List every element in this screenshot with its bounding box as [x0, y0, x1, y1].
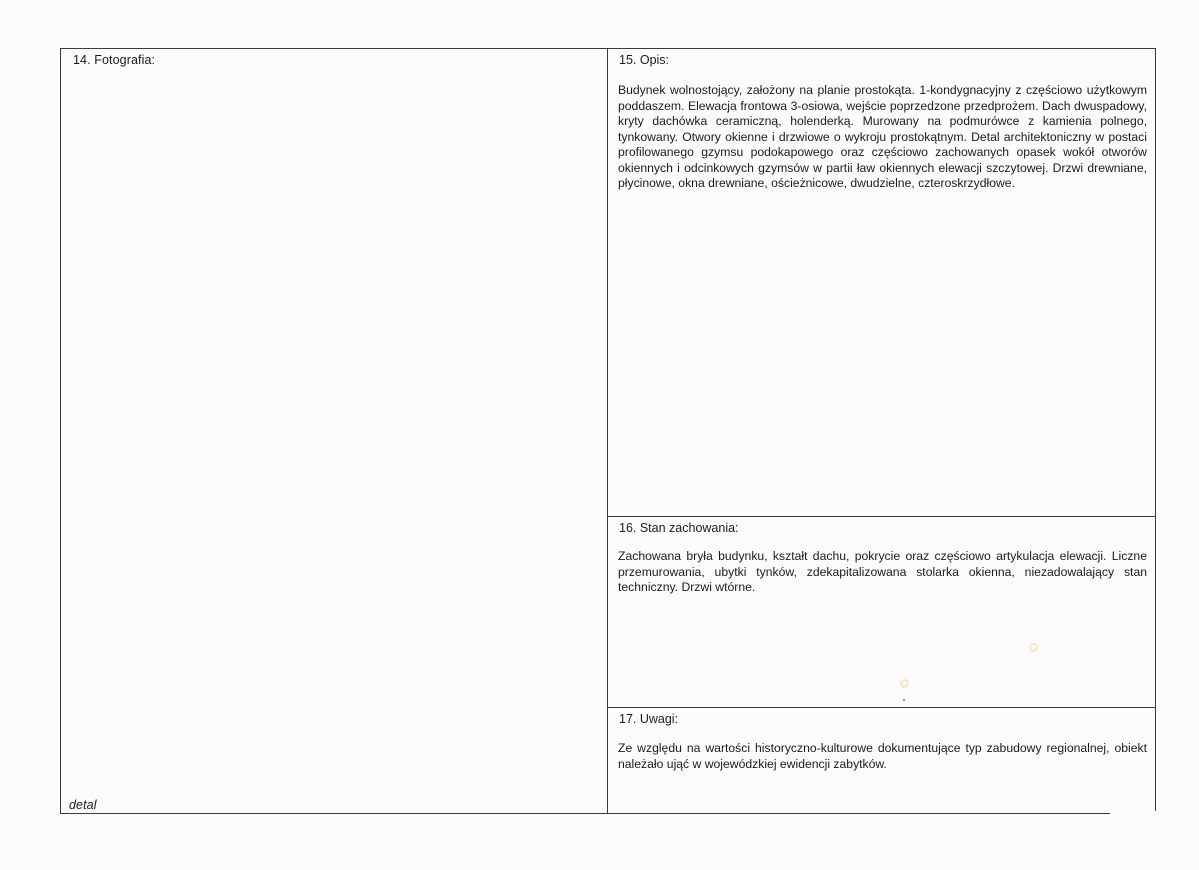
right-border — [1155, 49, 1156, 813]
photo-caption: detal — [69, 798, 97, 812]
paper-dot — [903, 699, 905, 701]
paper-speck — [900, 679, 909, 688]
photo-panel — [61, 49, 608, 813]
remarks-text: Ze względu na wartości historyczno-kulturowe dokumentujące typ zabudowy regionalnej, obiekt należało ująć w wojewódzkiej ewidencji zabytków. — [618, 741, 1147, 771]
remarks-section — [608, 707, 1156, 815]
condition-title: 16. Stan zachowania: — [619, 521, 739, 535]
record-card — [60, 48, 1156, 814]
border-gap — [1110, 811, 1156, 814]
photo-section-title: 14. Fotografia: — [73, 53, 156, 67]
paper-speck — [1029, 643, 1038, 652]
description-text: Budynek wolnostojący, założony na planie prostokąta. 1-kondygnacyjny z częściowo użytkowym poddaszem. Elewacja frontowa 3-osiowa, wejście poprzedzone przedprożem. Dach dwuspadowy, kryty dachówka ceramiczną, holenderką. Murowany na podmurówce z kamienia polnego, tynkowany. Otwory okienne i drzwiowe o wykroju prostokątnym. Detal architektoniczny w postaci profilowanego gzymsu podokapowego oraz częściowo zachowanych opasek wokół otworów okiennych i odcinkowych gzymsów w partii ław okiennych elewacji szczytowej. Drzwi drewniane, płycinowe, okna drewniane, ościeżnicowe, dwudzielne, czteroskrzydłowe. — [618, 83, 1147, 190]
info-panel — [608, 49, 1157, 813]
condition-section — [608, 516, 1156, 707]
remarks-title: 17. Uwagi: — [619, 712, 679, 726]
description-section — [608, 49, 1156, 516]
condition-text: Zachowana bryła budynku, kształt dachu, pokrycie oraz częściowo artykulacja elewacji. Liczne przemurowania, ubytki tynków, zdekapitalizowana stolarka okienna, niezadowalający stan techniczny. Drzwi wtórne. — [618, 549, 1147, 594]
description-title: 15. Opis: — [619, 53, 670, 67]
